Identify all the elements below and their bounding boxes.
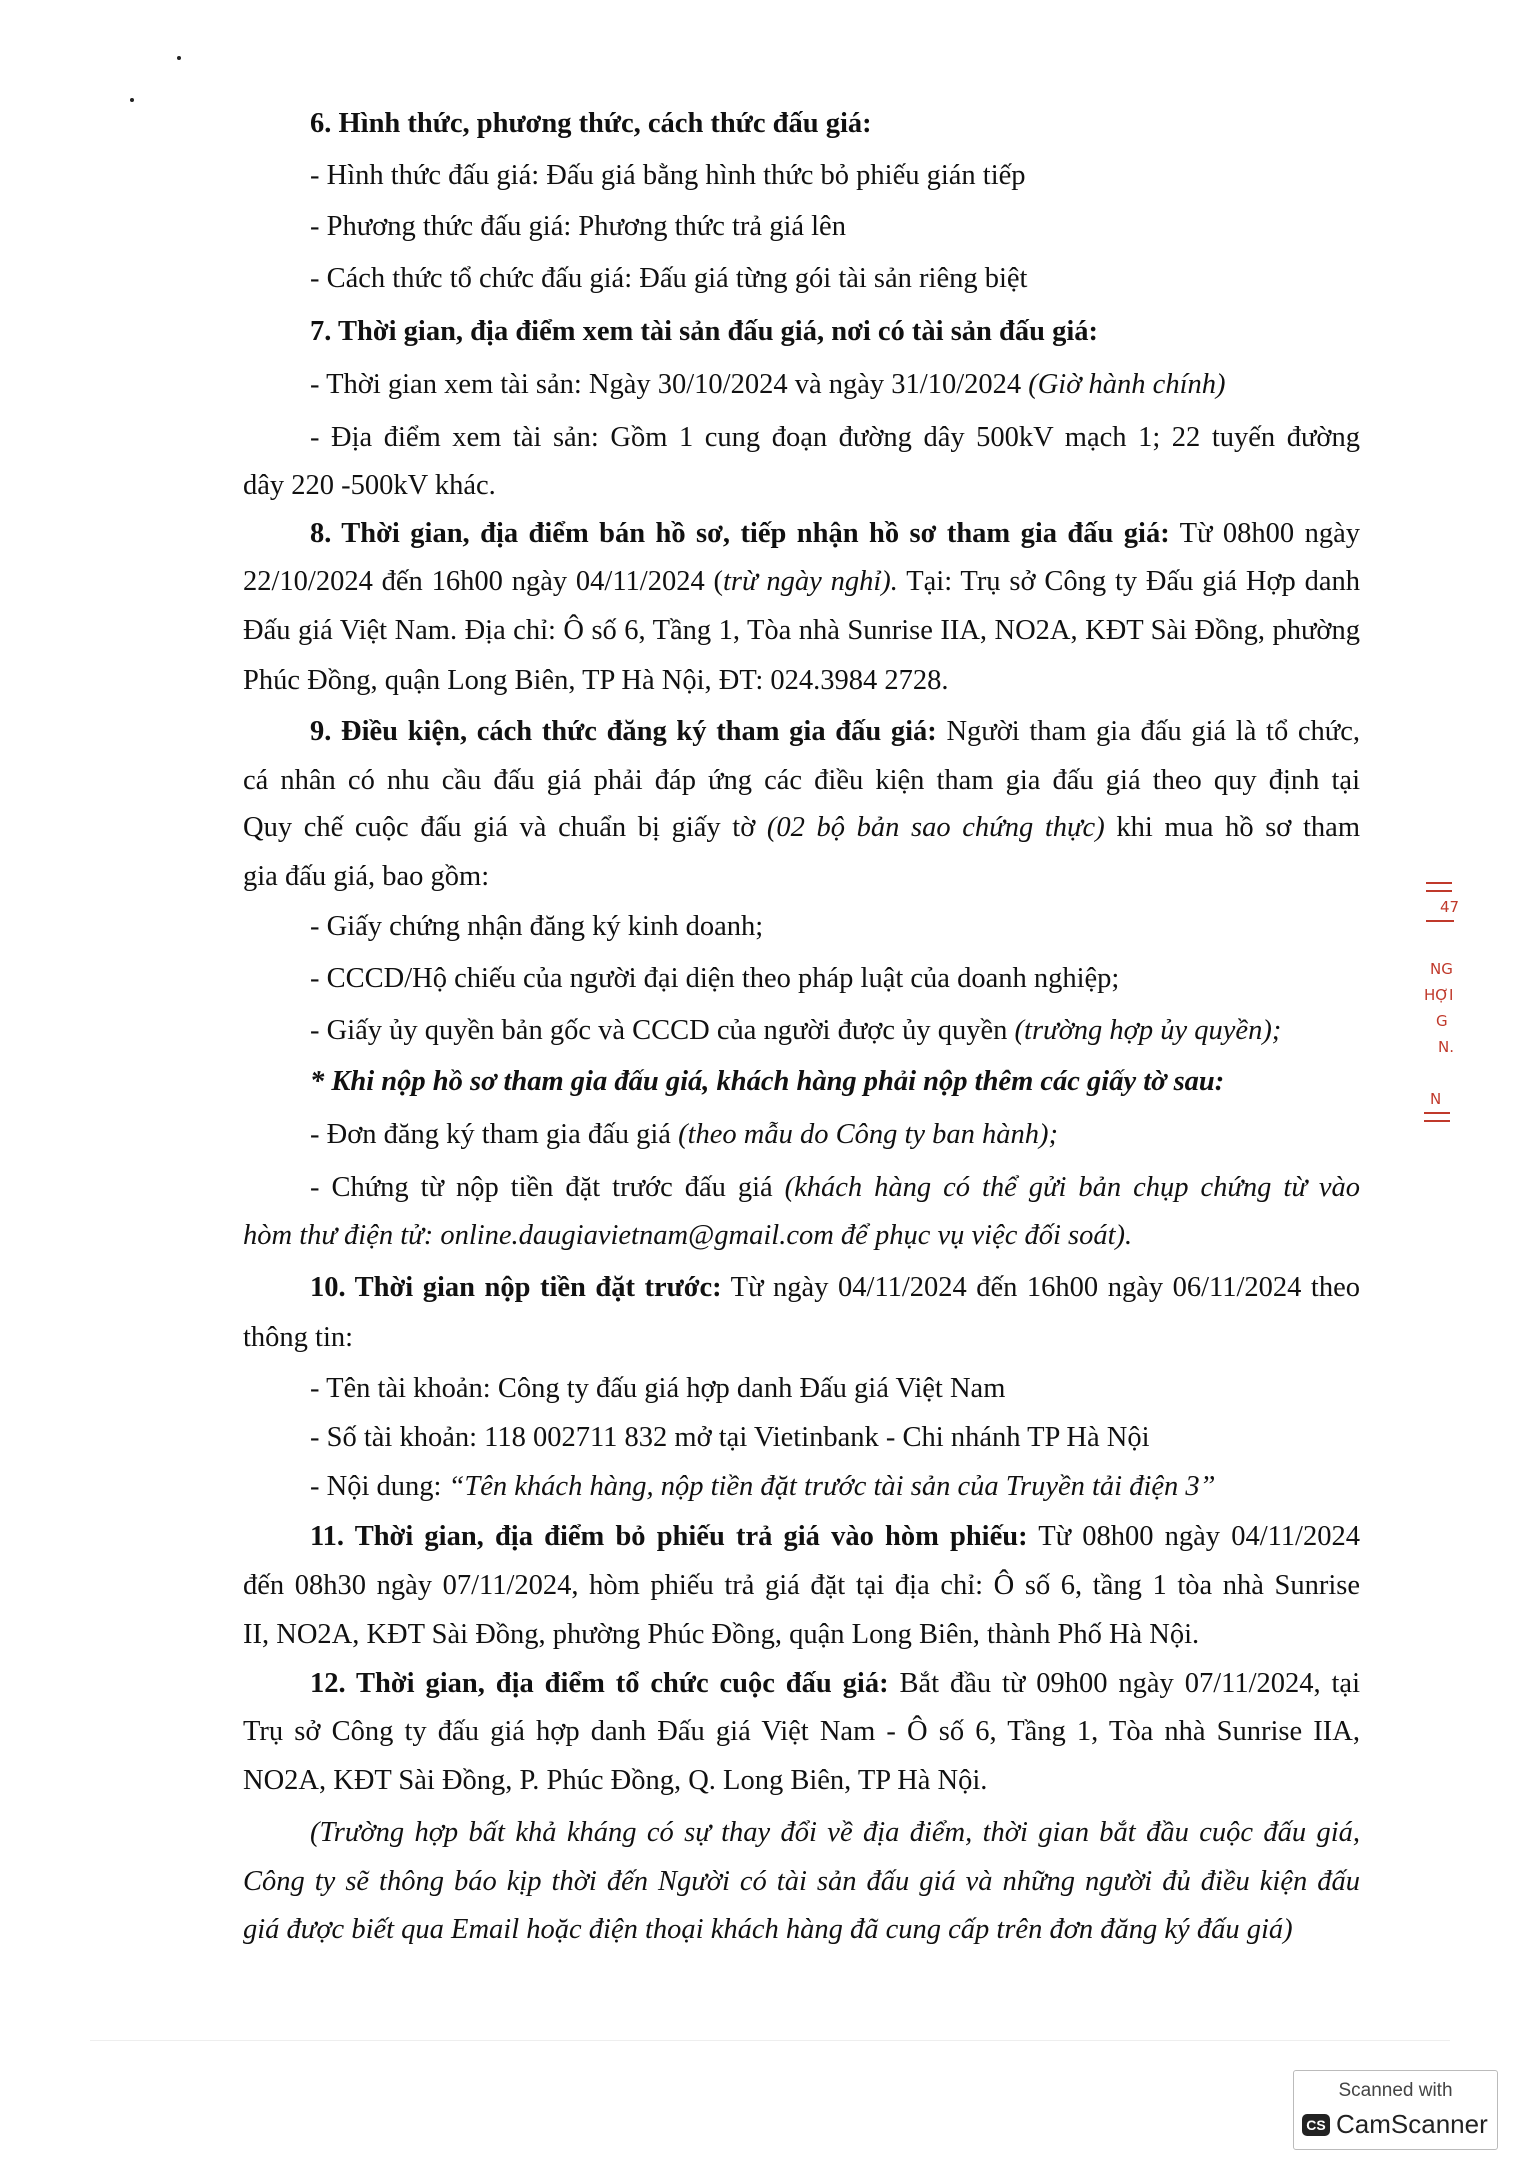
text-line: 22/10/2024 đến 16h00 ngày 04/11/2024 (trừ ngày nghỉ). Tại: Trụ sở Công ty Đấu giá Hợp danh <box>243 566 1360 597</box>
watermark-caption: Scanned with <box>1338 2080 1453 2101</box>
text-line: Quy chế cuộc đấu giá và chuẩn bị giấy tờ (02 bộ bản sao chứng thực) khi mua hồ sơ tham <box>243 812 1360 843</box>
note-line: (Trường hợp bất khả kháng có sự thay đổi về địa điểm, thời gian bắt đầu cuộc đấu giá, <box>310 1817 1360 1848</box>
stamp-line <box>1424 1112 1450 1114</box>
stamp-line <box>1426 882 1452 884</box>
stamp-text: 47 <box>1440 898 1460 916</box>
note-heading: * Khi nộp hồ sơ tham gia đấu giá, khách hàng phải nộp thêm các giấy tờ sau: <box>310 1066 1225 1097</box>
scan-edge <box>90 2040 1450 2041</box>
text-line: đến 08h30 ngày 07/11/2024, hòm phiếu trả giá đặt tại địa chỉ: Ô số 6, tầng 1 tòa nhà Sunrise <box>243 1570 1360 1601</box>
text-line: thông tin: <box>243 1322 354 1353</box>
scan-speck <box>130 98 134 102</box>
stamp-text: N <box>1430 1090 1442 1108</box>
list-item: - CCCD/Hộ chiếu của người đại diện theo pháp luật của doanh nghiệp; <box>310 963 1120 994</box>
note-line: giá được biết qua Email hoặc điện thoại khách hàng đã cung cấp trên đơn đăng ký đấu giá) <box>243 1914 1293 1945</box>
section-10-line: 10. Thời gian nộp tiền đặt trước: Từ ngày 04/11/2024 đến 16h00 ngày 06/11/2024 theo <box>310 1272 1360 1303</box>
text-line: Trụ sở Công ty đấu giá hợp danh Đấu giá Việt Nam - Ô số 6, Tầng 1, Tòa nhà Sunrise IIA, <box>243 1716 1360 1747</box>
section-9-line: 9. Điều kiện, cách thức đăng ký tham gia đấu giá: Người tham gia đấu giá là tổ chức, <box>310 716 1360 747</box>
stamp-line <box>1424 1120 1450 1122</box>
text-line: dây 220 -500kV khác. <box>243 470 496 501</box>
text-line: - Địa điểm xem tài sản: Gồm 1 cung đoạn đường dây 500kV mạch 1; 22 tuyến đường <box>310 422 1360 453</box>
stamp-text: G <box>1436 1012 1448 1030</box>
section-8-heading: 8. Thời gian, địa điểm bán hồ sơ, tiếp nhận hồ sơ tham gia đấu giá: <box>310 518 1170 549</box>
section-9-heading: 9. Điều kiện, cách thức đăng ký tham gia đấu giá: <box>310 716 937 747</box>
red-stamp-fragment <box>1416 880 1472 1150</box>
section-8-line: 8. Thời gian, địa điểm bán hồ sơ, tiếp nhận hồ sơ tham gia đấu giá: Từ 08h00 ngày <box>310 518 1360 549</box>
section-12-heading: 12. Thời gian, địa điểm tổ chức cuộc đấu giá: <box>310 1668 889 1699</box>
section-11-line: 11. Thời gian, địa điểm bỏ phiếu trả giá vào hòm phiếu: Từ 08h00 ngày 04/11/2024 <box>310 1521 1360 1552</box>
list-item: - Giấy ủy quyền bản gốc và CCCD của người được ủy quyền (trường hợp ủy quyền); <box>310 1015 1282 1046</box>
section-10-heading: 10. Thời gian nộp tiền đặt trước: <box>310 1272 722 1303</box>
scan-speck <box>177 56 181 60</box>
list-item: - Nội dung: “Tên khách hàng, nộp tiền đặt trước tài sản của Truyền tải điện 3” <box>310 1471 1216 1502</box>
camscanner-watermark <box>1293 2070 1498 2150</box>
list-item: - Giấy chứng nhận đăng ký kinh doanh; <box>310 911 764 942</box>
text-line: - Thời gian xem tài sản: Ngày 30/10/2024 và ngày 31/10/2024 (Giờ hành chính) <box>310 369 1226 400</box>
text-line: Phúc Đồng, quận Long Biên, TP Hà Nội, ĐT: 024.3984 2728. <box>243 665 949 696</box>
list-item: - Đơn đăng ký tham gia đấu giá (theo mẫu do Công ty ban hành); <box>310 1119 1059 1150</box>
text-line: - Hình thức đấu giá: Đấu giá bằng hình thức bỏ phiếu gián tiếp <box>310 160 1026 191</box>
section-12-line: 12. Thời gian, địa điểm tổ chức cuộc đấu giá: Bắt đầu từ 09h00 ngày 07/11/2024, tại <box>310 1668 1360 1699</box>
stamp-line <box>1426 890 1452 892</box>
list-item: - Tên tài khoản: Công ty đấu giá hợp danh Đấu giá Việt Nam <box>310 1373 1006 1404</box>
stamp-text: NG <box>1430 960 1453 978</box>
note-line: Công ty sẽ thông báo kịp thời đến Người có tài sản đấu giá và những người đủ điều kiện đấu <box>243 1866 1360 1897</box>
section-6-heading: 6. Hình thức, phương thức, cách thức đấu giá: <box>310 108 872 139</box>
section-7-heading: 7. Thời gian, địa điểm xem tài sản đấu giá, nơi có tài sản đấu giá: <box>310 316 1099 347</box>
text-line: NO2A, KĐT Sài Đồng, P. Phúc Đồng, Q. Long Biên, TP Hà Nội. <box>243 1765 988 1796</box>
list-item: - Chứng từ nộp tiền đặt trước đấu giá (khách hàng có thể gửi bản chụp chứng từ vào <box>310 1172 1360 1203</box>
watermark-brand: CamScanner <box>1336 2109 1488 2139</box>
list-item: - Số tài khoản: 118 002711 832 mở tại Vietinbank - Chi nhánh TP Hà Nội <box>310 1422 1150 1453</box>
text-line: - Cách thức tổ chức đấu giá: Đấu giá từng gói tài sản riêng biệt <box>310 263 1028 294</box>
text-line: II, NO2A, KĐT Sài Đồng, phường Phúc Đồng, quận Long Biên, thành Phố Hà Nội. <box>243 1619 1200 1650</box>
stamp-line <box>1426 920 1454 922</box>
text-line: hòm thư điện tử: online.daugiavietnam@gmail.com để phục vụ việc đối soát). <box>243 1220 1133 1251</box>
text-line: gia đấu giá, bao gồm: <box>243 861 490 892</box>
camscanner-logo-icon: CS <box>1302 2114 1330 2136</box>
section-11-heading: 11. Thời gian, địa điểm bỏ phiếu trả giá vào hòm phiếu: <box>310 1521 1028 1552</box>
text-line: Đấu giá Việt Nam. Địa chỉ: Ô số 6, Tầng 1, Tòa nhà Sunrise IIA, NO2A, KĐT Sài Đồng, phường <box>243 615 1360 646</box>
text-line: - Phương thức đấu giá: Phương thức trả giá lên <box>310 211 846 242</box>
stamp-text: HỢI <box>1424 986 1454 1004</box>
text-line: cá nhân có nhu cầu đấu giá phải đáp ứng các điều kiện tham gia đấu giá theo quy định tại <box>243 765 1360 796</box>
stamp-text: N. <box>1438 1038 1454 1056</box>
